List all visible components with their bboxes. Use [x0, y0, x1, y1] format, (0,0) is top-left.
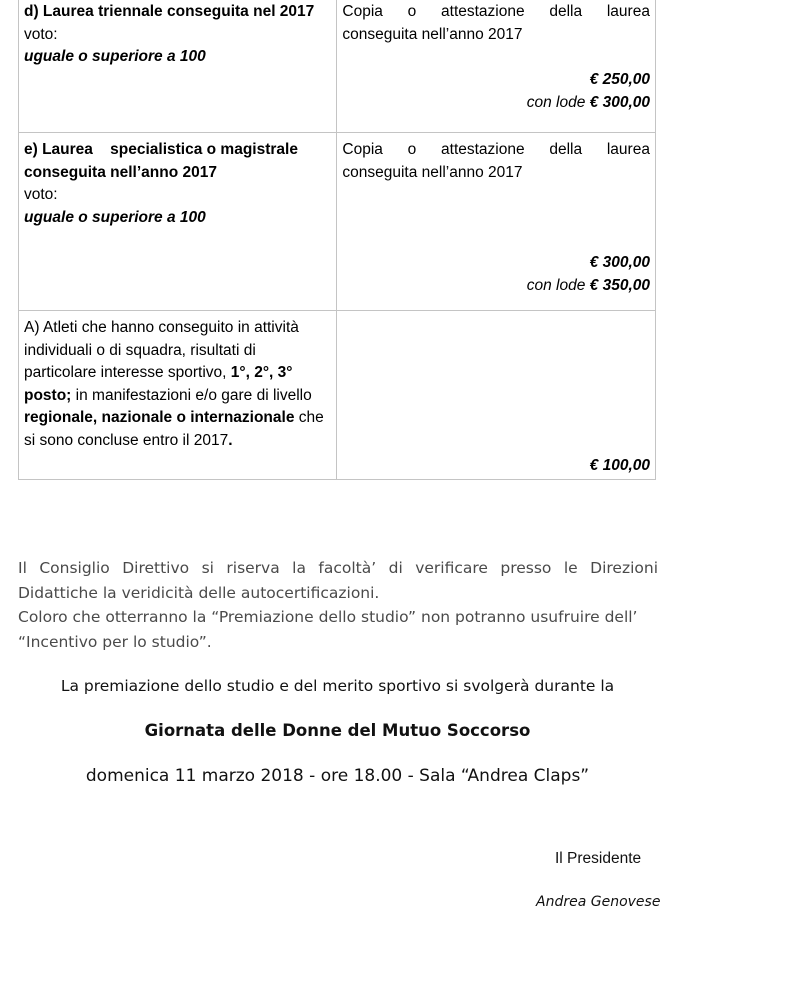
documentation-cell	[337, 133, 656, 311]
note-paragraph-1: Il Consiglio Direttivo si riserva la facoltà’ di verificare presso le Direzioni Didattiche la veridicità delle autocertificazioni.	[18, 559, 658, 602]
documentation-line-2: conseguita nell’anno 2017	[342, 163, 523, 181]
note-paragraph-2: Coloro che otterranno la “Premiazione dello studio” non potranno usufruire dell’ “Incentivo per lo studio”.	[18, 608, 638, 651]
title-part: e) Laurea	[24, 141, 93, 158]
documentation-line-1	[342, 1, 650, 24]
doc-word: o	[407, 3, 417, 20]
amount: € 100,00	[589, 456, 650, 474]
doc-word: attestazione	[441, 141, 525, 158]
lode-amount: € 300,00	[589, 93, 650, 111]
table-row	[19, 0, 656, 133]
text-part-bold: 1°, 2°, 3° posto;	[24, 364, 293, 404]
doc-word: Copia	[342, 3, 383, 20]
requirement-cell	[19, 0, 337, 133]
requirement-cell	[19, 311, 337, 480]
text-part: che si sono concluse entro il 2017	[24, 409, 324, 449]
event-title: Giornata delle Donne del Mutuo Soccorso	[144, 721, 531, 740]
lode-amount: € 350,00	[589, 276, 650, 294]
text-part-bold: .	[228, 431, 233, 449]
signature-role: Il Presidente	[555, 850, 642, 867]
table-row	[19, 311, 656, 480]
requirement-title	[24, 139, 331, 162]
disclaimer-note	[18, 556, 658, 654]
text-part: A) Atleti che hanno conseguito in attività individuali o di squadra, risultati di particolare interesse sportivo,	[24, 319, 299, 381]
requirement-cell	[19, 133, 337, 311]
lode-label: con lode	[526, 276, 586, 294]
voto-value: uguale o superiore a 100	[24, 48, 206, 65]
doc-word: o	[407, 141, 417, 158]
voto-label: voto:	[24, 186, 58, 203]
doc-word: laurea	[606, 3, 650, 20]
announcement-intro: La premiazione dello studio e del merito sportivo si svolgerà durante la	[60, 677, 615, 695]
documentation-line-1	[342, 139, 650, 162]
requirement-text	[24, 317, 331, 452]
prize-table	[18, 0, 656, 480]
requirement-title: d) Laurea triennale conseguita nel 2017	[24, 3, 315, 20]
event-details: domenica 11 marzo 2018 - ore 18.00 - Sala “Andrea Claps”	[85, 766, 590, 786]
doc-word: laurea	[606, 141, 650, 158]
amount-cell	[337, 311, 656, 480]
amount: € 300,00	[589, 254, 650, 271]
requirement-title-line-2: conseguita nell’anno 2017	[24, 163, 217, 181]
doc-word: della	[549, 141, 583, 158]
doc-word: della	[549, 3, 583, 20]
text-part-bold: regionale, nazionale o internazionale	[24, 409, 295, 426]
doc-word: attestazione	[441, 3, 525, 20]
signature-name: Andrea Genovese	[536, 894, 661, 910]
title-part: specialistica o magistrale	[110, 141, 298, 158]
lode-amount-line	[342, 92, 650, 115]
documentation-line-2: conseguita nell’anno 2017	[342, 25, 523, 43]
amount: € 250,00	[589, 71, 650, 88]
text-part: in manifestazioni e/o gare di livello	[71, 386, 312, 404]
lode-label: con lode	[526, 93, 586, 111]
lode-amount-line	[342, 275, 650, 298]
table-row	[19, 133, 656, 311]
documentation-cell	[337, 0, 656, 133]
doc-word: Copia	[342, 141, 383, 158]
voto-label: voto:	[24, 25, 58, 43]
voto-value: uguale o superiore a 100	[24, 208, 206, 226]
